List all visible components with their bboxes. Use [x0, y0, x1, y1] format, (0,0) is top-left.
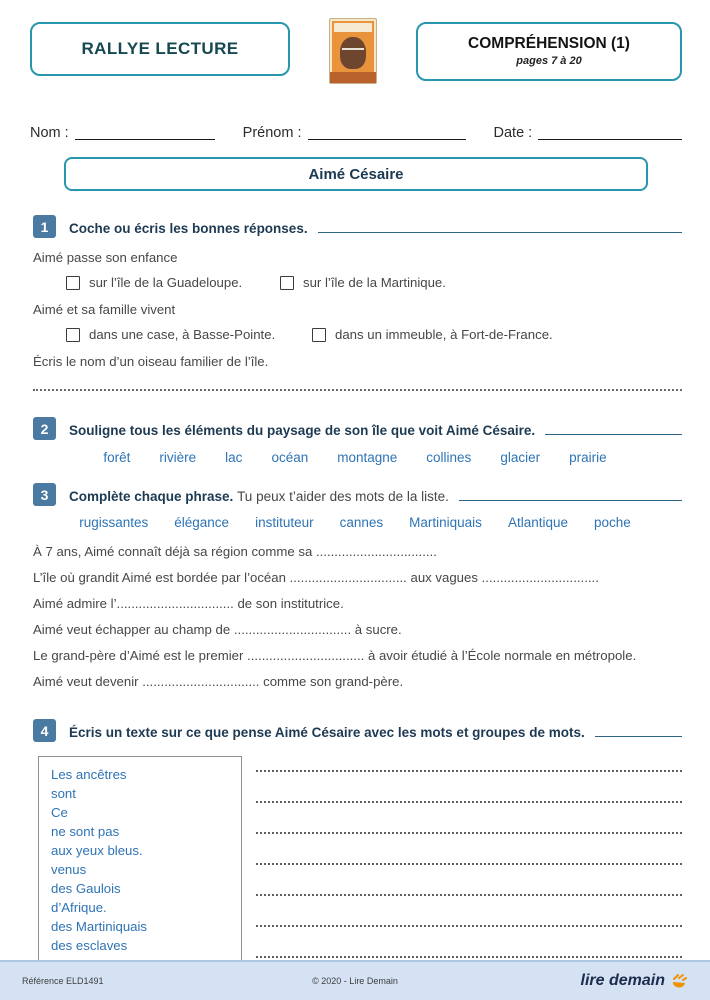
bank-word-1: Les ancêtres	[51, 767, 127, 782]
helper-word-list	[30, 515, 680, 530]
section-4-content	[38, 756, 682, 966]
section-3-header	[33, 483, 682, 506]
prenom-field[interactable]	[308, 124, 466, 140]
section-4-header	[33, 719, 682, 742]
option-case	[66, 327, 312, 342]
section-1-title: Coche ou écris les bonnes réponses.	[69, 221, 308, 236]
word-martiniquais: Martiniquais	[409, 515, 482, 530]
book-title-banner: Aimé Césaire	[64, 157, 648, 191]
bank-word-3: Ce	[51, 805, 68, 820]
bank-word-10: des esclaves	[51, 938, 128, 953]
pages-subtitle: pages 7 à 20	[516, 55, 582, 68]
logo-hand-icon	[670, 972, 688, 990]
bird-answer-line[interactable]	[33, 387, 682, 391]
rallye-lecture-box	[30, 22, 290, 76]
family-options	[66, 327, 680, 342]
section-2-number: 2	[33, 417, 56, 440]
word-lac[interactable]: lac	[225, 450, 243, 465]
bank-word-5: aux yeux bleus.	[51, 843, 143, 858]
rallye-lecture-title: RALLYE LECTURE	[81, 39, 239, 58]
option-immeuble-label: dans un immeuble, à Fort-de-France.	[335, 327, 553, 342]
section-4-rule	[595, 736, 682, 737]
word-elegance: élégance	[174, 515, 230, 530]
nom-label: Nom :	[30, 125, 69, 141]
word-montagne[interactable]: montagne	[337, 450, 398, 465]
prompt-family: Aimé et sa famille vivent	[33, 302, 176, 317]
checkbox-guadeloupe[interactable]	[66, 276, 80, 290]
landscape-word-list	[30, 450, 680, 465]
section-2-title: Souligne tous les éléments du paysage de son île que voit Aimé Césaire.	[69, 423, 536, 438]
word-collines[interactable]: collines	[426, 450, 472, 465]
cover-title-band	[334, 23, 372, 32]
word-prairie[interactable]: prairie	[569, 450, 607, 465]
bank-word-6: venus	[51, 862, 87, 877]
sentence-2: L’île où grandit Aimé est bordée par l’océan ................................ aux vagues ................................	[33, 570, 599, 585]
page-footer	[0, 960, 710, 1000]
writing-line-4[interactable]	[256, 834, 682, 865]
section-4-number: 4	[33, 719, 56, 742]
bank-word-2: sont	[51, 786, 76, 801]
section-1-number: 1	[33, 215, 56, 238]
comprehension-title: COMPRÉHENSION (1)	[468, 35, 630, 53]
option-case-label: dans une case, à Basse-Pointe.	[89, 327, 276, 342]
prenom-label: Prénom :	[242, 125, 302, 141]
section-3-number: 3	[33, 483, 56, 506]
page-header	[0, 0, 710, 84]
section-4-title: Écris un texte sur ce que pense Aimé Césaire avec les mots et groupes de mots.	[69, 725, 585, 740]
word-ocean[interactable]: océan	[271, 450, 309, 465]
option-martinique-label: sur l’île de la Martinique.	[303, 275, 446, 290]
cover-glasses	[342, 48, 364, 55]
writing-line-5[interactable]	[256, 865, 682, 896]
bank-word-9: des Martiniquais	[51, 919, 148, 934]
writing-line-6[interactable]	[256, 896, 682, 927]
logo-text: lire demain	[580, 972, 665, 989]
writing-line-3[interactable]	[256, 803, 682, 834]
writing-line-1[interactable]	[256, 756, 682, 772]
option-guadeloupe-label: sur l’île de la Guadeloupe.	[89, 275, 243, 290]
writing-area	[256, 756, 682, 958]
section-3-title-hint: Tu peux t’aider des mots de la liste.	[237, 489, 449, 504]
word-poche: poche	[593, 515, 631, 530]
identity-row	[30, 124, 682, 142]
word-foret[interactable]: forêt	[103, 450, 131, 465]
date-field[interactable]	[538, 124, 682, 140]
nom-field[interactable]	[75, 124, 215, 140]
section-3-title	[69, 489, 449, 504]
sentence-6: Aimé veut devenir ................................ comme son grand-père.	[33, 674, 404, 689]
section-3-rule	[459, 500, 682, 501]
checkbox-martinique[interactable]	[280, 276, 294, 290]
fill-in-sentences	[0, 539, 710, 695]
sentence-3: Aimé admire l’................................ de son institutrice.	[33, 596, 344, 611]
word-glacier[interactable]: glacier	[500, 450, 541, 465]
checkbox-immeuble[interactable]	[312, 328, 326, 342]
word-atlantique: Atlantique	[507, 515, 568, 530]
option-guadeloupe	[66, 275, 280, 290]
bank-word-4: ne sont pas	[51, 824, 120, 839]
option-martinique	[280, 275, 446, 290]
writing-line-2[interactable]	[256, 772, 682, 803]
sentence-4: Aimé veut échapper au champ de ................................ à sucre.	[33, 622, 402, 637]
writing-line-7[interactable]	[256, 927, 682, 958]
sentence-1: À 7 ans, Aimé connaît déjà sa région comme sa .................................	[33, 544, 437, 559]
bank-word-7: des Gaulois	[51, 881, 121, 896]
word-bank	[38, 756, 242, 966]
lire-demain-logo	[498, 972, 688, 990]
section-1-header	[33, 215, 682, 238]
reference-text: Référence ELD1491	[22, 976, 104, 986]
option-immeuble	[312, 327, 553, 342]
bank-word-8: d’Afrique.	[51, 900, 107, 915]
childhood-options	[66, 275, 680, 290]
word-riviere[interactable]: rivière	[159, 450, 197, 465]
comprehension-box	[416, 22, 682, 81]
section-2-rule	[545, 434, 682, 435]
word-rugissantes: rugissantes	[79, 515, 149, 530]
checkbox-case[interactable]	[66, 328, 80, 342]
sentence-5: Le grand-père d’Aimé est le premier ................................ à avoir étudié à l’École normale en métropole.	[33, 648, 637, 663]
section-2-header	[33, 417, 682, 440]
section-1-rule	[318, 232, 682, 233]
prompt-bird: Écris le nom d’un oiseau familier de l’île.	[33, 354, 269, 369]
cover-base	[330, 72, 376, 83]
prompt-childhood: Aimé passe son enfance	[33, 250, 178, 265]
book-cover-image	[329, 18, 377, 84]
word-cannes: cannes	[339, 515, 384, 530]
copyright-text: © 2020 - Lire Demain	[312, 976, 398, 986]
section-3-title-bold: Complète chaque phrase.	[69, 489, 234, 504]
word-instituteur: instituteur	[255, 515, 314, 530]
date-label: Date :	[493, 125, 533, 141]
